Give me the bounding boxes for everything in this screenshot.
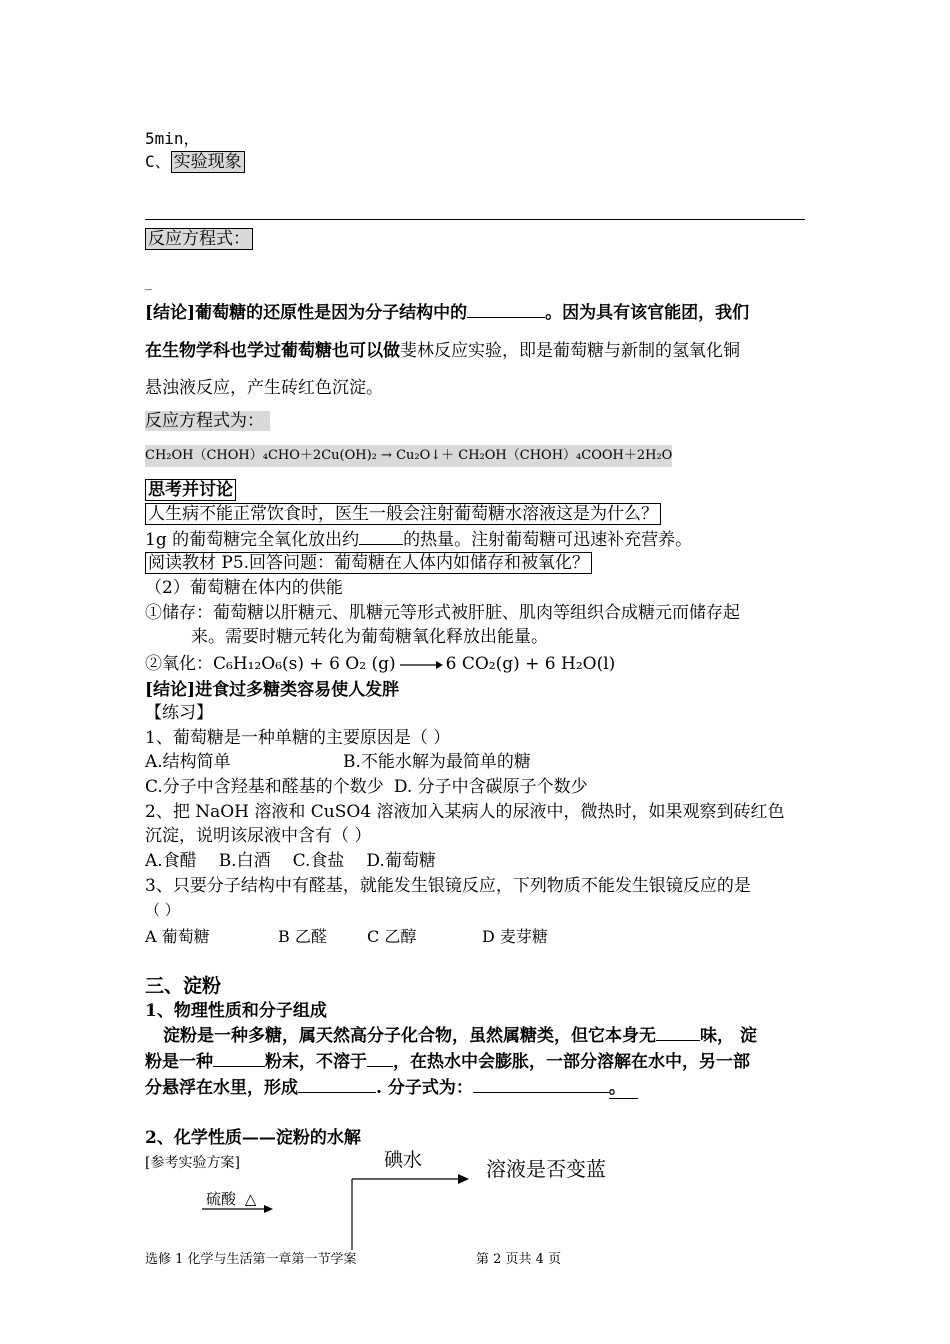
starch-line-3-c: 。 [609,1078,638,1099]
conclusion-line-3: 悬浊液反应，产生砖红色沉淀。 [145,378,383,398]
energy-supply-heading: （2）葡萄糖在体内的供能 [145,578,343,598]
practice-heading: 【练习】 [145,703,213,723]
equation-fehling-rhs: Cu₂O↓＋ CH₂OH（CHOH）₄COOH＋2H₂O [396,448,673,463]
q1-option-d: D. 分子中含碳原子个数少 [393,777,588,797]
section-3-1-title: 1、物理性质和分子组成 [145,1001,327,1021]
diagram-acid-arrow-head [264,1205,273,1213]
q2-option-b: B.白酒 [218,851,271,871]
starch-line-1-b: 味， 淀 [700,1026,757,1046]
question-illness-box: 人生病不能正常饮食时，医生一般会注射葡萄糖水溶液这是为什么？ [145,503,661,525]
storage-line-2: 来。需要时糖元转化为葡萄糖氧化释放出能量。 [191,627,548,647]
glucose-energy-b: 的热量。注射葡萄糖可迅速补充营养。 [403,530,693,550]
iodine-label: 碘水 [384,1149,423,1171]
think-discuss-box: 思考并讨论 [145,479,236,501]
diagram-top-arrow-head [458,1174,469,1184]
glucose-energy-a: 1g 的葡萄糖完全氧化放出约 [145,530,360,550]
q2-option-d: D.葡萄糖 [366,851,436,871]
footer-page-number: 第 2 页共 4 页 [476,1252,562,1267]
text-5min: 5min， [145,129,200,148]
question-3-line-1: 3、只要分子结构中有醛基，就能发生银镜反应，下列物质不能发生银镜反应的是 [145,876,751,896]
starch-line-3-a: 分悬浮在水里，形成 [145,1078,298,1098]
q3-option-b: B 乙醛 [278,927,327,946]
c-prefix: C、 [145,152,171,171]
underscore-mark: _ [145,275,152,291]
section-3-2-title: 2、化学性质——淀粉的水解 [145,1128,361,1148]
equation-fehling-lhs: CH₂OH（CHOH）₄CHO＋2Cu(OH)₂ [145,448,377,463]
q1-option-a: A.结构简单 [145,752,231,772]
oxidation-prefix: ②氧化： [145,654,213,674]
q3-option-a: A 葡萄糖 [145,927,210,946]
question-2-line-2: 沉淀，说明该尿液中含有（ ） [145,826,372,846]
storage-line-1: ①储存：葡萄糖以肝糖元、肌糖元等形式被肝脏、肌肉等组织合成糖元而储存起 [145,603,740,623]
q2-option-c: C.食盐 [292,851,345,871]
conclusion-text-c: 在生物学科也学过葡萄糖也可以做 [145,341,400,361]
starch-line-2-b: 粉末，不溶于 [265,1052,367,1072]
read-textbook-box: 阅读教材 P5.回答问题：葡萄糖在人体内如储存和被氧化？ [145,552,592,574]
conclusion-text-b: 。因为具有该官能团，我们 [545,303,750,323]
oxidation-rhs: 6 CO₂(g) + 6 H₂O(l) [445,654,616,674]
equation-fehling-arrow: → [381,448,392,463]
reaction-equation-box: 反应方程式： [145,228,253,250]
starch-line-1-a: 淀粉是一种多糖，属天然高分子化合物，虽然属糖类，但它本身无 [163,1026,656,1046]
starch-line-3-b: . 分子式为： [376,1078,473,1098]
experiment-phenomenon-box: 实验现象 [171,151,245,173]
starch-line-2-a: 粉是一种 [145,1052,213,1072]
oxidation-lhs: C₆H₁₂O₆(s) + 6 O₂ (g) [213,654,396,674]
starch-line-2-c: ，在热水中会膨胀，一部分溶解在水中，另一部 [393,1052,750,1072]
q2-option-a: A.食醋 [145,851,197,871]
q3-option-c: C 乙醇 [367,927,417,946]
conclusion-text-d: 斐林反应实验，即是葡萄糖与新制的氢氧化铜 [400,341,740,361]
q1-option-b: B.不能水解为最简单的糖 [343,752,531,772]
equation-label-text: 反应方程式为： [145,411,270,431]
question-1: 1、葡萄糖是一种单糖的主要原因是（ ） [145,728,451,748]
footer-left: 选修 1 化学与生活第一章第一节学案 [145,1252,357,1267]
heat-icon: △ [244,1190,257,1208]
question-2-line-1: 2、把 NaOH 溶液和 CuSO4 溶液加入某病人的尿液中，微热时，如果观察到砖红色 [145,802,785,822]
conclusion-weight: [结论]进食过多糖类容易使人发胖 [145,680,400,700]
conclusion-text-a: [结论]葡萄糖的还原性是因为分子结构中的 [145,303,468,323]
reference-plan: [参考实验方案] [145,1155,240,1171]
q1-option-c: C.分子中含羟基和醛基的个数少 [145,777,384,797]
question-3-line-2: （ ） [145,901,180,919]
q3-option-d: D 麦芽糖 [482,927,548,946]
result-label: 溶液是否变蓝 [486,1157,606,1181]
acid-text: 硫酸 [206,1190,237,1208]
section-3-title: 三、淀粉 [145,975,222,997]
